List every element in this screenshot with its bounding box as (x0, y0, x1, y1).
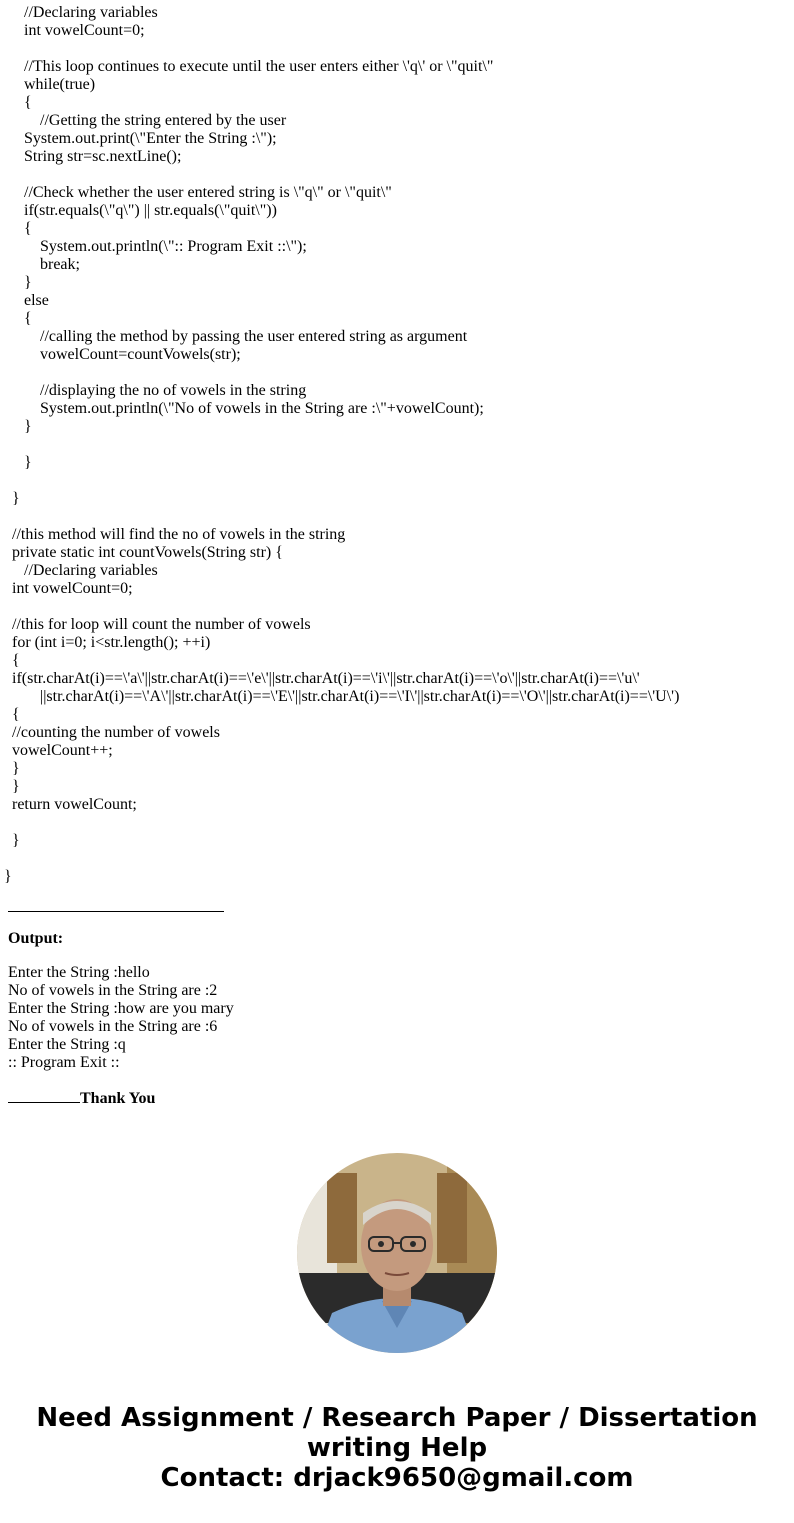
code-line (0, 166, 794, 184)
code-line (0, 436, 794, 454)
code-line: //counting the number of vowels (0, 724, 220, 741)
code-line: { (0, 310, 32, 327)
code-line: System.out.println(\":: Program Exit ::\"); (0, 238, 307, 255)
code-line (0, 364, 794, 382)
code-line (0, 850, 794, 868)
code-line: int vowelCount=0; (0, 22, 145, 39)
code-line: } (0, 832, 20, 849)
code-line: //This loop continues to execute until the user enters either \'q\' or \"quit\" (0, 58, 494, 75)
code-line: } (0, 868, 12, 885)
output-lines (8, 964, 234, 1072)
output-line: Enter the String :q (8, 1036, 126, 1053)
code-line: //displaying the no of vowels in the string (0, 382, 307, 399)
code-line: //Declaring variables (0, 4, 158, 21)
output-line: No of vowels in the String are :6 (8, 1018, 218, 1035)
code-line: else (0, 292, 49, 309)
author-photo-image (297, 1153, 497, 1353)
code-line: System.out.println(\"No of vowels in the String are :\"+vowelCount); (0, 400, 484, 417)
code-line: } (0, 454, 32, 471)
code-line: while(true) (0, 76, 96, 93)
code-line: break; (0, 256, 80, 273)
code-line: { (0, 94, 32, 111)
code-line: } (0, 760, 20, 777)
code-line: for (int i=0; i<str.length(); ++i) (0, 634, 211, 651)
code-line: ||str.charAt(i)==\'A\'||str.charAt(i)==\'E\'||str.charAt(i)==\'I\'||str.charAt(i)==\'O\'||str.charAt(i)==\'U\') (0, 688, 680, 705)
code-line: //this for loop will count the number of vowels (0, 616, 311, 633)
code-line: vowelCount=countVowels(str); (0, 346, 241, 363)
code-listing (0, 4, 794, 886)
author-photo (297, 1153, 497, 1353)
output-line: No of vowels in the String are :2 (8, 982, 218, 999)
code-line: //Declaring variables (0, 562, 158, 579)
code-line: if(str.charAt(i)==\'a\'||str.charAt(i)==\'e\'||str.charAt(i)==\'i\'||str.charAt(i)==\'o\'||str.charAt(i)==\'u\' (0, 670, 640, 687)
code-line: private static int countVowels(String str) { (0, 544, 283, 561)
code-line: int vowelCount=0; (0, 580, 133, 597)
code-line: //calling the method by passing the user entered string as argument (0, 328, 468, 345)
output-line: :: Program Exit :: (8, 1054, 120, 1071)
output-line: Enter the String :how are you mary (8, 1000, 234, 1017)
code-line: if(str.equals(\"q\") || str.equals(\"quit\")) (0, 202, 277, 219)
code-line: vowelCount++; (0, 742, 113, 759)
code-line: //Check whether the user entered string is \"q\" or \"quit\" (0, 184, 392, 201)
section-divider (8, 911, 224, 912)
code-line: } (0, 418, 32, 435)
thanks-text: Thank You (80, 1090, 156, 1107)
footer-contact: Contact: drjack9650@gmail.com (160, 1463, 634, 1493)
code-line: System.out.print(\"Enter the String :\"); (0, 130, 277, 147)
code-line: //Getting the string entered by the user (0, 112, 287, 129)
code-line (0, 40, 794, 58)
code-line (0, 598, 794, 616)
footer-line-1: Need Assignment / Research Paper / Dissertation (36, 1403, 758, 1433)
footer-line-2: writing Help (306, 1433, 488, 1463)
output-heading: Output: (8, 930, 64, 947)
code-line (0, 814, 794, 832)
code-line: { (0, 706, 20, 723)
code-line (0, 508, 794, 526)
code-line (0, 472, 794, 490)
thanks-line (8, 1088, 155, 1108)
code-line: } (0, 778, 20, 795)
code-line: { (0, 220, 32, 237)
code-line: //this method will find the no of vowels in the string (0, 526, 346, 543)
code-line: return vowelCount; (0, 796, 137, 813)
thanks-blank (8, 1088, 80, 1103)
output-line: Enter the String :hello (8, 964, 150, 981)
code-line: { (0, 652, 20, 669)
contact-footer (0, 1403, 794, 1493)
code-line: } (0, 274, 32, 291)
code-line: String str=sc.nextLine(); (0, 148, 182, 165)
code-line: } (0, 490, 20, 507)
